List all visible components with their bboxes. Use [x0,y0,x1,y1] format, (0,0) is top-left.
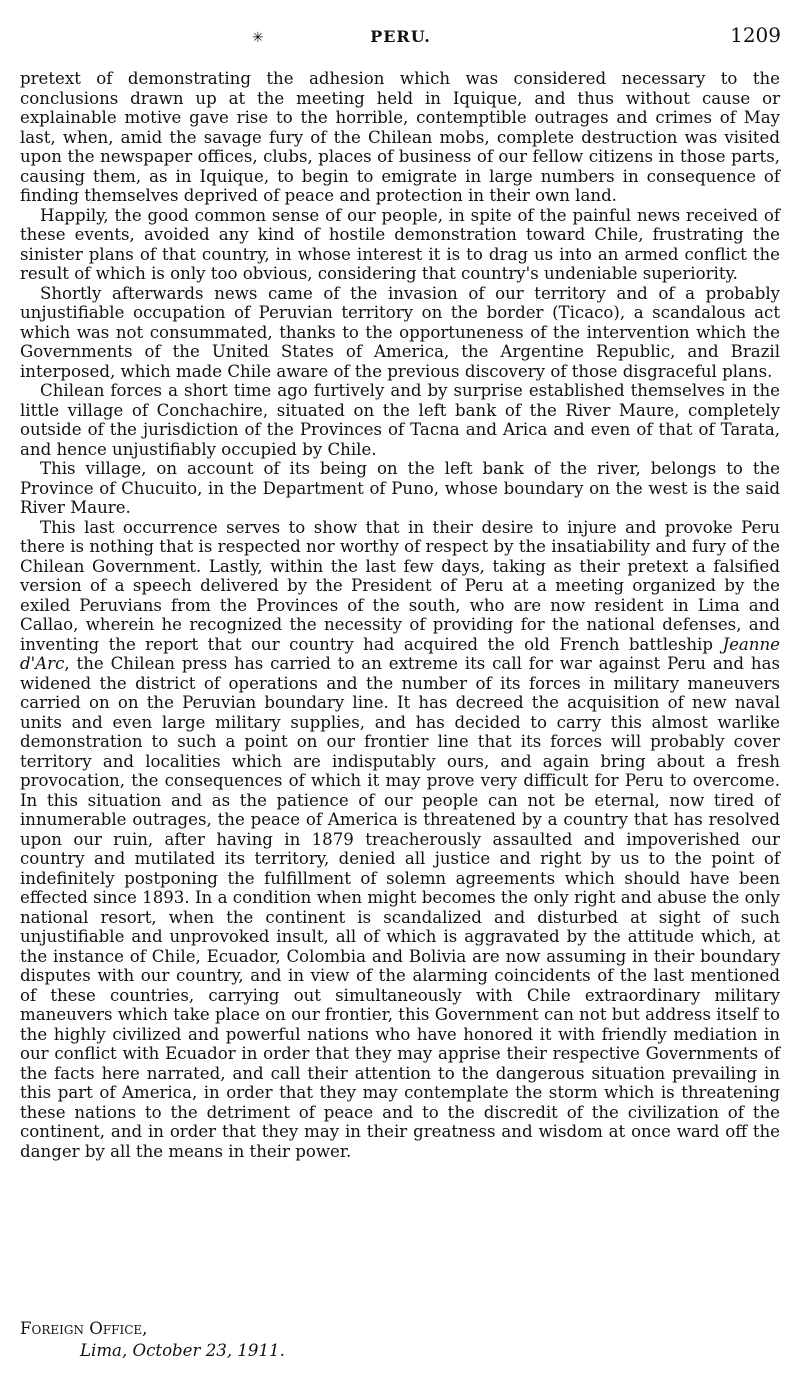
page-header [20,22,781,52]
office-name: Foreign Office, [20,1319,148,1338]
paragraph: Shortly afterwards news came of the invasion of our territory and of a probably unjustifiable occupation of Peruvian territory on the border (Ticaco), a scandalous act which was not consummated, thanks to the opportuneness of the intervention which the Governments of the United States of America, the Argentine Republic, and Brazil interposed, which made Chile aware of the previous discovery of those disgraceful plans. [20,283,780,381]
place-date: Lima, October 23, 1911. [80,1341,285,1360]
body-text [20,69,780,1161]
paragraph-text: This last occurrence serves to show that in their desire to injure and provoke Peru there is nothing that is respected nor worthy of respect by the insatiability and fury of the Chilean Government. Lastly, within the last few days, taking as their pretext a falsified version of a speech delivered by the President of Peru at a meeting organized by the exiled Peruvians from the Provinces of the south, who are now resident in Lima and Callao, wherein he recognized the necessity of providing for the national defenses, and inventing the report that our country had acquired the old French battleship [20,517,780,654]
paragraph: Happily, the good common sense of our people, in spite of the painful news received of these events, avoided any kind of hostile demonstration toward Chile, frustrating the sinister plans of that country, in whose interest it is to drag us into an armed conflict the result of which is only too obvious, considering that country's undeniable superiority. [20,205,780,283]
paragraph: pretext of demonstrating the adhesion which was considered necessary to the conclusions drawn up at the meeting held in Iquique, and thus without cause or explainable motive gave rise to the horrible, contemptible outrages and crimes of May last, when, amid the savage fury of the Chilean mobs, complete destruction was visited upon the newspaper offices, clubs, places of business of our fellow citizens in those parts, causing them, as in Iquique, to begin to emigrate in large numbers in consequence of finding themselves deprived of peace and protection in their own land. [20,69,780,205]
paragraph-final [20,518,780,1162]
running-title: PERU. [370,27,431,46]
page-number: 1209 [730,23,781,47]
signature-block [20,1318,520,1362]
paragraph-text: , the Chilean press has carried to an extreme its call for war against Peru and has widened the district of operations and the number of its forces in military maneuvers carried on on the Peruvian boundary line. It has decreed the acquisition of new naval units and even large military supplies, and has decided to carry this almost warlike demonstration to such a point on our frontier line that its forces will probably cover territory and localities which are indisputably ours, and again bring about a fresh provocation, the consequences of which it may prove very difficult for Peru to overcome. In this situation and as the patience of our people can not be eternal, now tired of innumerable outrages, the peace of America is threatened by a country that has resolved upon our ruin, after having in 1879 treacherously assaulted and impoverished our country and mutilated its territory, denied all justice and right by us to the point of indefinitely postponing the fulfillment of solemn agreements which should have been effected since 1893. In a condition when might becomes the only right and abuse the only national resort, when the continent is scandalized and disturbed at sight of such unjustifiable and unprovoked insult, all of which is aggravated by the attitude which, at the instance of Chile, Ecuador, Colombia and Bolivia are now assuming in their boundary disputes with our country, and in view of the alarming coincidents of the last mentioned of these countries, carrying out simultaneously with Chile extraordinary military maneuvers which take place on our frontier, this Government can not but address itself to the highly civilized and powerful nations who have honored it with friendly mediation in our conflict with Ecuador in order that they may apprise their respective Governments of the facts here narrated, and call their attention to the dangerous situation prevailing in this part of America, in order that they may contemplate the storm which is threatening these nations to the detriment of peace and to the discredit of the civilization of the continent, and in order that they may in their greatness and wisdom at once ward off the danger by all the means in their power. [20,654,780,1161]
paragraph: This village, on account of its being on the left bank of the river, belongs to the Province of Chucuito, in the Department of Puno, whose boundary on the west is the said River Maure. [20,459,780,517]
paragraph: Chilean forces a short time ago furtively and by surprise established themselves in the little village of Conchachire, situated on the left bank of the River Maure, completely outside of the jurisdiction of the Provinces of Tacna and Arica and even of that of Tarata, and hence unjustifiably occupied by Chile. [20,381,780,459]
ornament-mark: ✳ [252,30,264,46]
ship-name: Jeanne d'Arc [20,634,780,673]
